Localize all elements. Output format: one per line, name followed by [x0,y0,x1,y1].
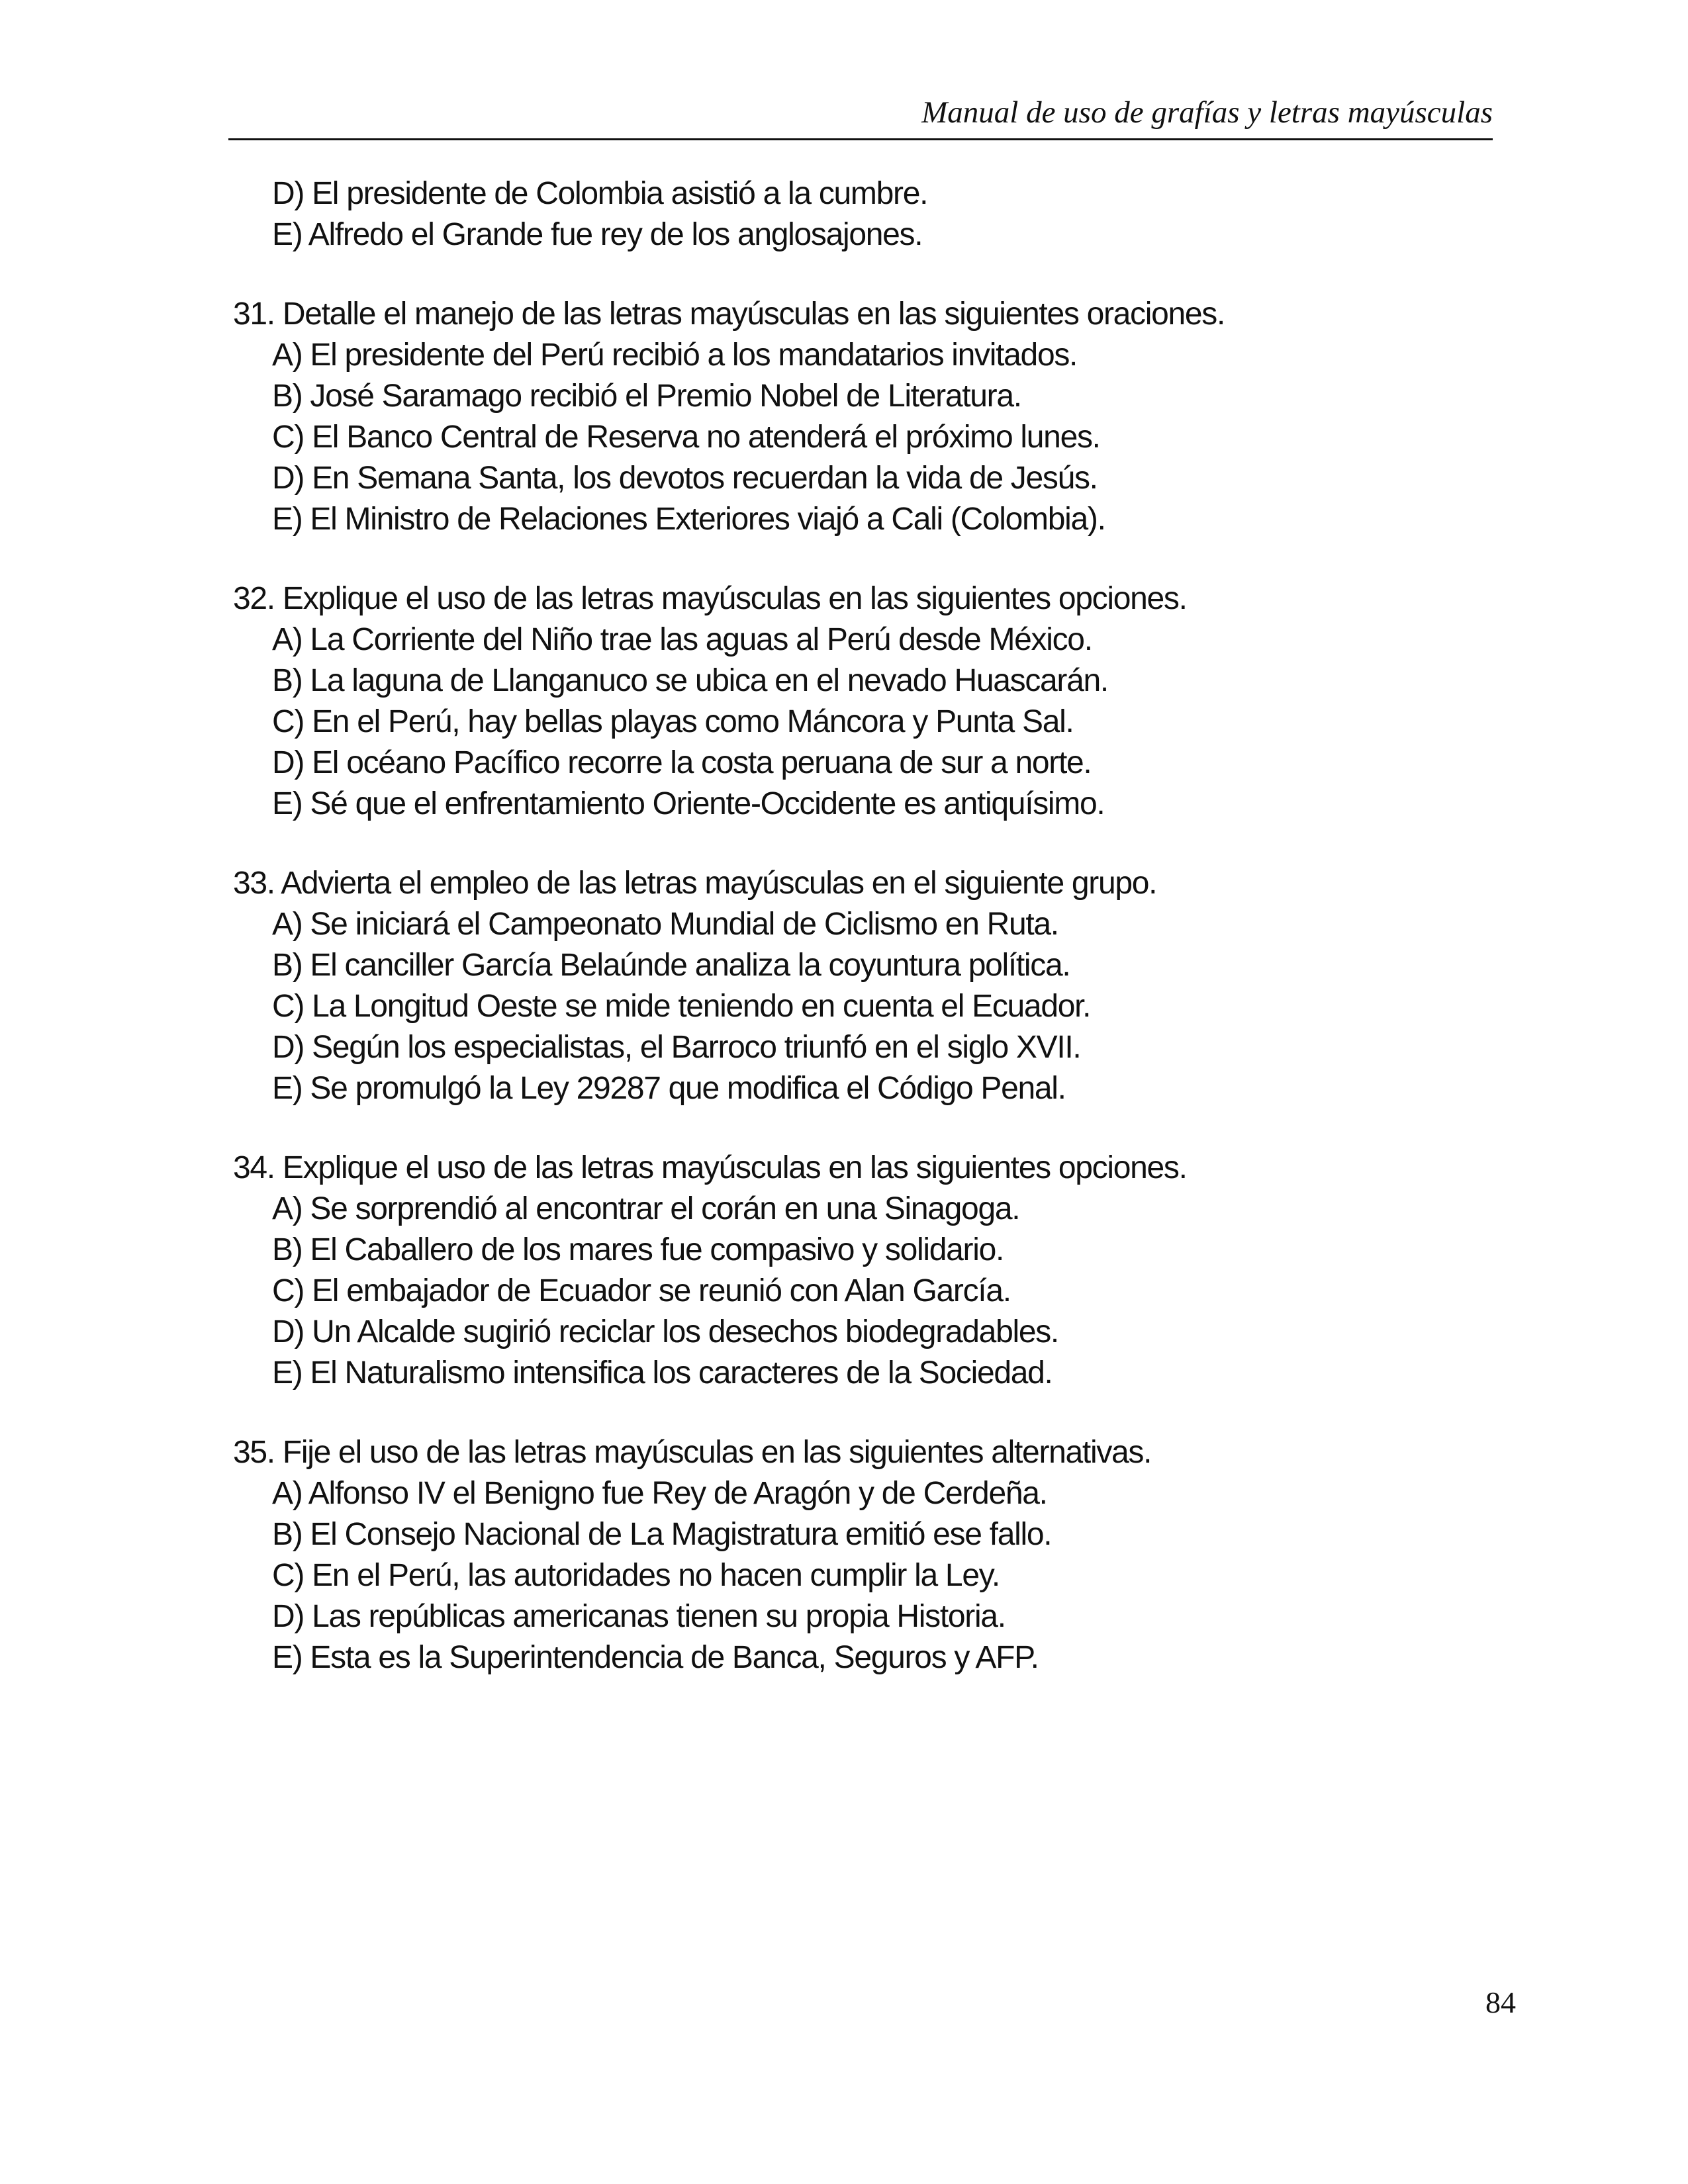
spacer [233,540,1491,578]
spacer [233,1109,1491,1148]
question-35 [233,1432,1491,1678]
page-number: 84 [1485,1985,1516,2019]
question-33 [233,863,1491,1109]
option-item: E) El Ministro de Relaciones Exteriores viajó a Cali (Colombia). [272,502,1105,537]
question-title: 34. Explique el uso de las letras mayúsculas en las siguientes opciones. [233,1150,1187,1185]
continued-options [233,173,1491,255]
option-item: C) En el Perú, las autoridades no hacen cumplir la Ley. [272,1558,1000,1593]
option-item: D) El presidente de Colombia asistió a la cumbre. [272,176,928,211]
option-item: C) La Longitud Oeste se mide teniendo en cuenta el Ecuador. [272,989,1091,1024]
question-34 [233,1148,1491,1394]
question-title: 31. Detalle el manejo de las letras mayúsculas en las siguientes oraciones. [233,296,1225,332]
option-item: E) Alfredo el Grande fue rey de los anglosajones. [272,217,923,252]
option-item: A) Se iniciará el Campeonato Mundial de Ciclismo en Ruta. [272,907,1058,942]
option-item: B) El canciller García Belaúnde analiza la coyuntura política. [272,948,1070,983]
question-32 [233,578,1491,825]
page-body [233,173,1491,1678]
option-item: E) Sé que el enfrentamiento Oriente-Occidente es antiquísimo. [272,786,1105,821]
question-31 [233,294,1491,540]
question-title: 35. Fije el uso de las letras mayúsculas en las siguientes alternativas. [233,1435,1152,1470]
running-title: Manual de uso de grafías y letras mayúsculas [921,95,1493,130]
spacer [233,255,1491,294]
option-item: D) En Semana Santa, los devotos recuerdan la vida de Jesús. [272,461,1098,496]
option-item: E) Se promulgó la Ley 29287 que modifica el Código Penal. [272,1071,1066,1106]
option-item: E) El Naturalismo intensifica los caracteres de la Sociedad. [272,1355,1053,1390]
option-item: E) Esta es la Superintendencia de Banca, Seguros y AFP. [272,1640,1039,1675]
option-item: B) José Saramago recibió el Premio Nobel de Literatura. [272,379,1021,414]
option-item: B) El Consejo Nacional de La Magistratura emitió ese fallo. [272,1517,1052,1552]
option-item: D) Las repúblicas americanas tienen su propia Historia. [272,1599,1006,1634]
option-item: A) La Corriente del Niño trae las aguas al Perú desde México. [272,622,1092,657]
header-rule [228,138,1493,140]
option-item: B) El Caballero de los mares fue compasivo y solidario. [272,1232,1004,1267]
page-header [228,93,1493,140]
option-item: D) Un Alcalde sugirió reciclar los desechos biodegradables. [272,1314,1058,1349]
option-item: D) Según los especialistas, el Barroco triunfó en el siglo XVII. [272,1030,1081,1065]
option-item: B) La laguna de Llanganuco se ubica en el nevado Huascarán. [272,663,1108,698]
spacer [233,825,1491,863]
spacer [233,1394,1491,1432]
option-item: A) El presidente del Perú recibió a los mandatarios invitados. [272,338,1078,373]
option-item: A) Se sorprendió al encontrar el corán en una Sinagoga. [272,1191,1020,1226]
option-item: A) Alfonso IV el Benigno fue Rey de Aragón y de Cerdeña. [272,1476,1047,1511]
question-title: 32. Explique el uso de las letras mayúsculas en las siguientes opciones. [233,581,1187,616]
option-item: C) En el Perú, hay bellas playas como Máncora y Punta Sal. [272,704,1074,739]
option-item: C) El Banco Central de Reserva no atenderá el próximo lunes. [272,420,1100,455]
option-item: D) El océano Pacífico recorre la costa peruana de sur a norte. [272,745,1092,780]
option-item: C) El embajador de Ecuador se reunió con Alan García. [272,1273,1011,1308]
question-title: 33. Advierta el empleo de las letras mayúsculas en el siguiente grupo. [233,866,1157,901]
